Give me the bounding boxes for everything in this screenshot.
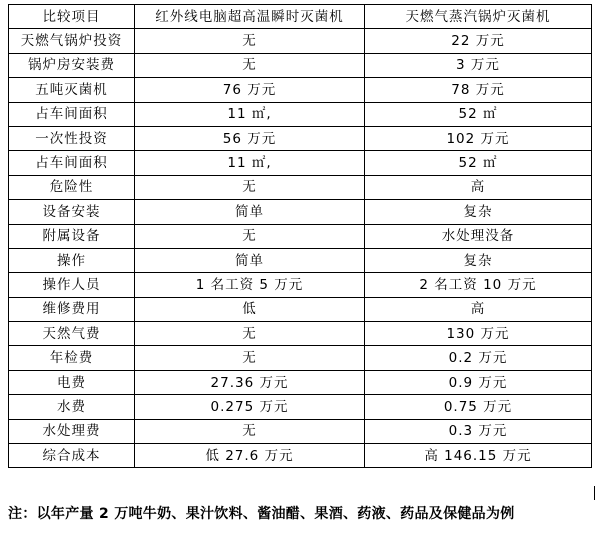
row-infrared-value: 56 万元 — [135, 126, 365, 150]
row-infrared-value: 11 ㎡, — [135, 151, 365, 175]
table-row — [9, 322, 592, 346]
table-row — [9, 297, 592, 321]
row-infrared-value: 无 — [135, 322, 365, 346]
row-item-label: 锅炉房安装费 — [9, 53, 135, 77]
row-gas-boiler-value: 102 万元 — [365, 126, 592, 150]
row-gas-boiler-value: 高 — [365, 297, 592, 321]
row-gas-boiler-value: 78 万元 — [365, 78, 592, 102]
text-cursor — [594, 486, 595, 500]
row-infrared-value: 简单 — [135, 248, 365, 272]
row-gas-boiler-value: 复杂 — [365, 200, 592, 224]
row-item-label: 设备安装 — [9, 200, 135, 224]
row-infrared-value: 简单 — [135, 200, 365, 224]
row-item-label: 天然气费 — [9, 322, 135, 346]
row-infrared-value: 0.275 万元 — [135, 395, 365, 419]
row-infrared-value: 27.36 万元 — [135, 370, 365, 394]
row-item-label: 附属设备 — [9, 224, 135, 248]
row-item-label: 天燃气锅炉投资 — [9, 29, 135, 53]
row-gas-boiler-value: 0.2 万元 — [365, 346, 592, 370]
row-gas-boiler-value: 高 — [365, 175, 592, 199]
row-gas-boiler-value: 22 万元 — [365, 29, 592, 53]
table-row — [9, 102, 592, 126]
header-gas-boiler-sterilizer: 天燃气蒸汽锅炉灭菌机 — [365, 5, 592, 29]
comparison-table — [8, 4, 592, 468]
row-gas-boiler-value: 复杂 — [365, 248, 592, 272]
row-infrared-value: 无 — [135, 346, 365, 370]
table-row — [9, 370, 592, 394]
row-item-label: 占车间面积 — [9, 102, 135, 126]
table-row — [9, 78, 592, 102]
table-row — [9, 273, 592, 297]
row-item-label: 电费 — [9, 370, 135, 394]
row-infrared-value: 无 — [135, 419, 365, 443]
row-infrared-value: 76 万元 — [135, 78, 365, 102]
row-item-label: 水处理费 — [9, 419, 135, 443]
row-item-label: 年检费 — [9, 346, 135, 370]
row-infrared-value: 11 ㎡, — [135, 102, 365, 126]
row-item-label: 操作 — [9, 248, 135, 272]
row-item-label: 危险性 — [9, 175, 135, 199]
row-gas-boiler-value: 水处理没备 — [365, 224, 592, 248]
comparison-table-wrapper — [8, 4, 591, 468]
table-row — [9, 444, 592, 468]
header-infrared-sterilizer: 红外线电脑超高温瞬时灭菌机 — [135, 5, 365, 29]
header-item: 比较项目 — [9, 5, 135, 29]
row-infrared-value: 无 — [135, 29, 365, 53]
row-infrared-value: 无 — [135, 224, 365, 248]
row-item-label: 水费 — [9, 395, 135, 419]
row-gas-boiler-value: 0.3 万元 — [365, 419, 592, 443]
row-gas-boiler-value: 0.9 万元 — [365, 370, 592, 394]
row-item-label: 占车间面积 — [9, 151, 135, 175]
table-header-row — [9, 5, 592, 29]
table-row — [9, 346, 592, 370]
row-gas-boiler-value: 3 万元 — [365, 53, 592, 77]
row-gas-boiler-value: 2 名工资 10 万元 — [365, 273, 592, 297]
table-row — [9, 395, 592, 419]
row-infrared-value: 1 名工资 5 万元 — [135, 273, 365, 297]
row-item-label: 一次性投资 — [9, 126, 135, 150]
row-gas-boiler-value: 52 ㎡ — [365, 102, 592, 126]
row-infrared-value: 无 — [135, 53, 365, 77]
table-row — [9, 175, 592, 199]
row-gas-boiler-value: 130 万元 — [365, 322, 592, 346]
footnote: 注：以年产量 2 万吨牛奶、果汁饮料、酱油醋、果酒、药液、药品及保健品为例 — [8, 506, 515, 522]
table-row — [9, 224, 592, 248]
row-infrared-value: 无 — [135, 175, 365, 199]
row-item-label: 综合成本 — [9, 444, 135, 468]
row-infrared-value: 低 27.6 万元 — [135, 444, 365, 468]
table-row — [9, 29, 592, 53]
table-row — [9, 200, 592, 224]
table-row — [9, 126, 592, 150]
table-row — [9, 53, 592, 77]
table-row — [9, 419, 592, 443]
row-item-label: 操作人员 — [9, 273, 135, 297]
row-item-label: 五吨灭菌机 — [9, 78, 135, 102]
row-gas-boiler-value: 52 ㎡ — [365, 151, 592, 175]
row-gas-boiler-value: 高 146.15 万元 — [365, 444, 592, 468]
row-gas-boiler-value: 0.75 万元 — [365, 395, 592, 419]
table-row — [9, 248, 592, 272]
row-infrared-value: 低 — [135, 297, 365, 321]
row-item-label: 维修费用 — [9, 297, 135, 321]
table-row — [9, 151, 592, 175]
